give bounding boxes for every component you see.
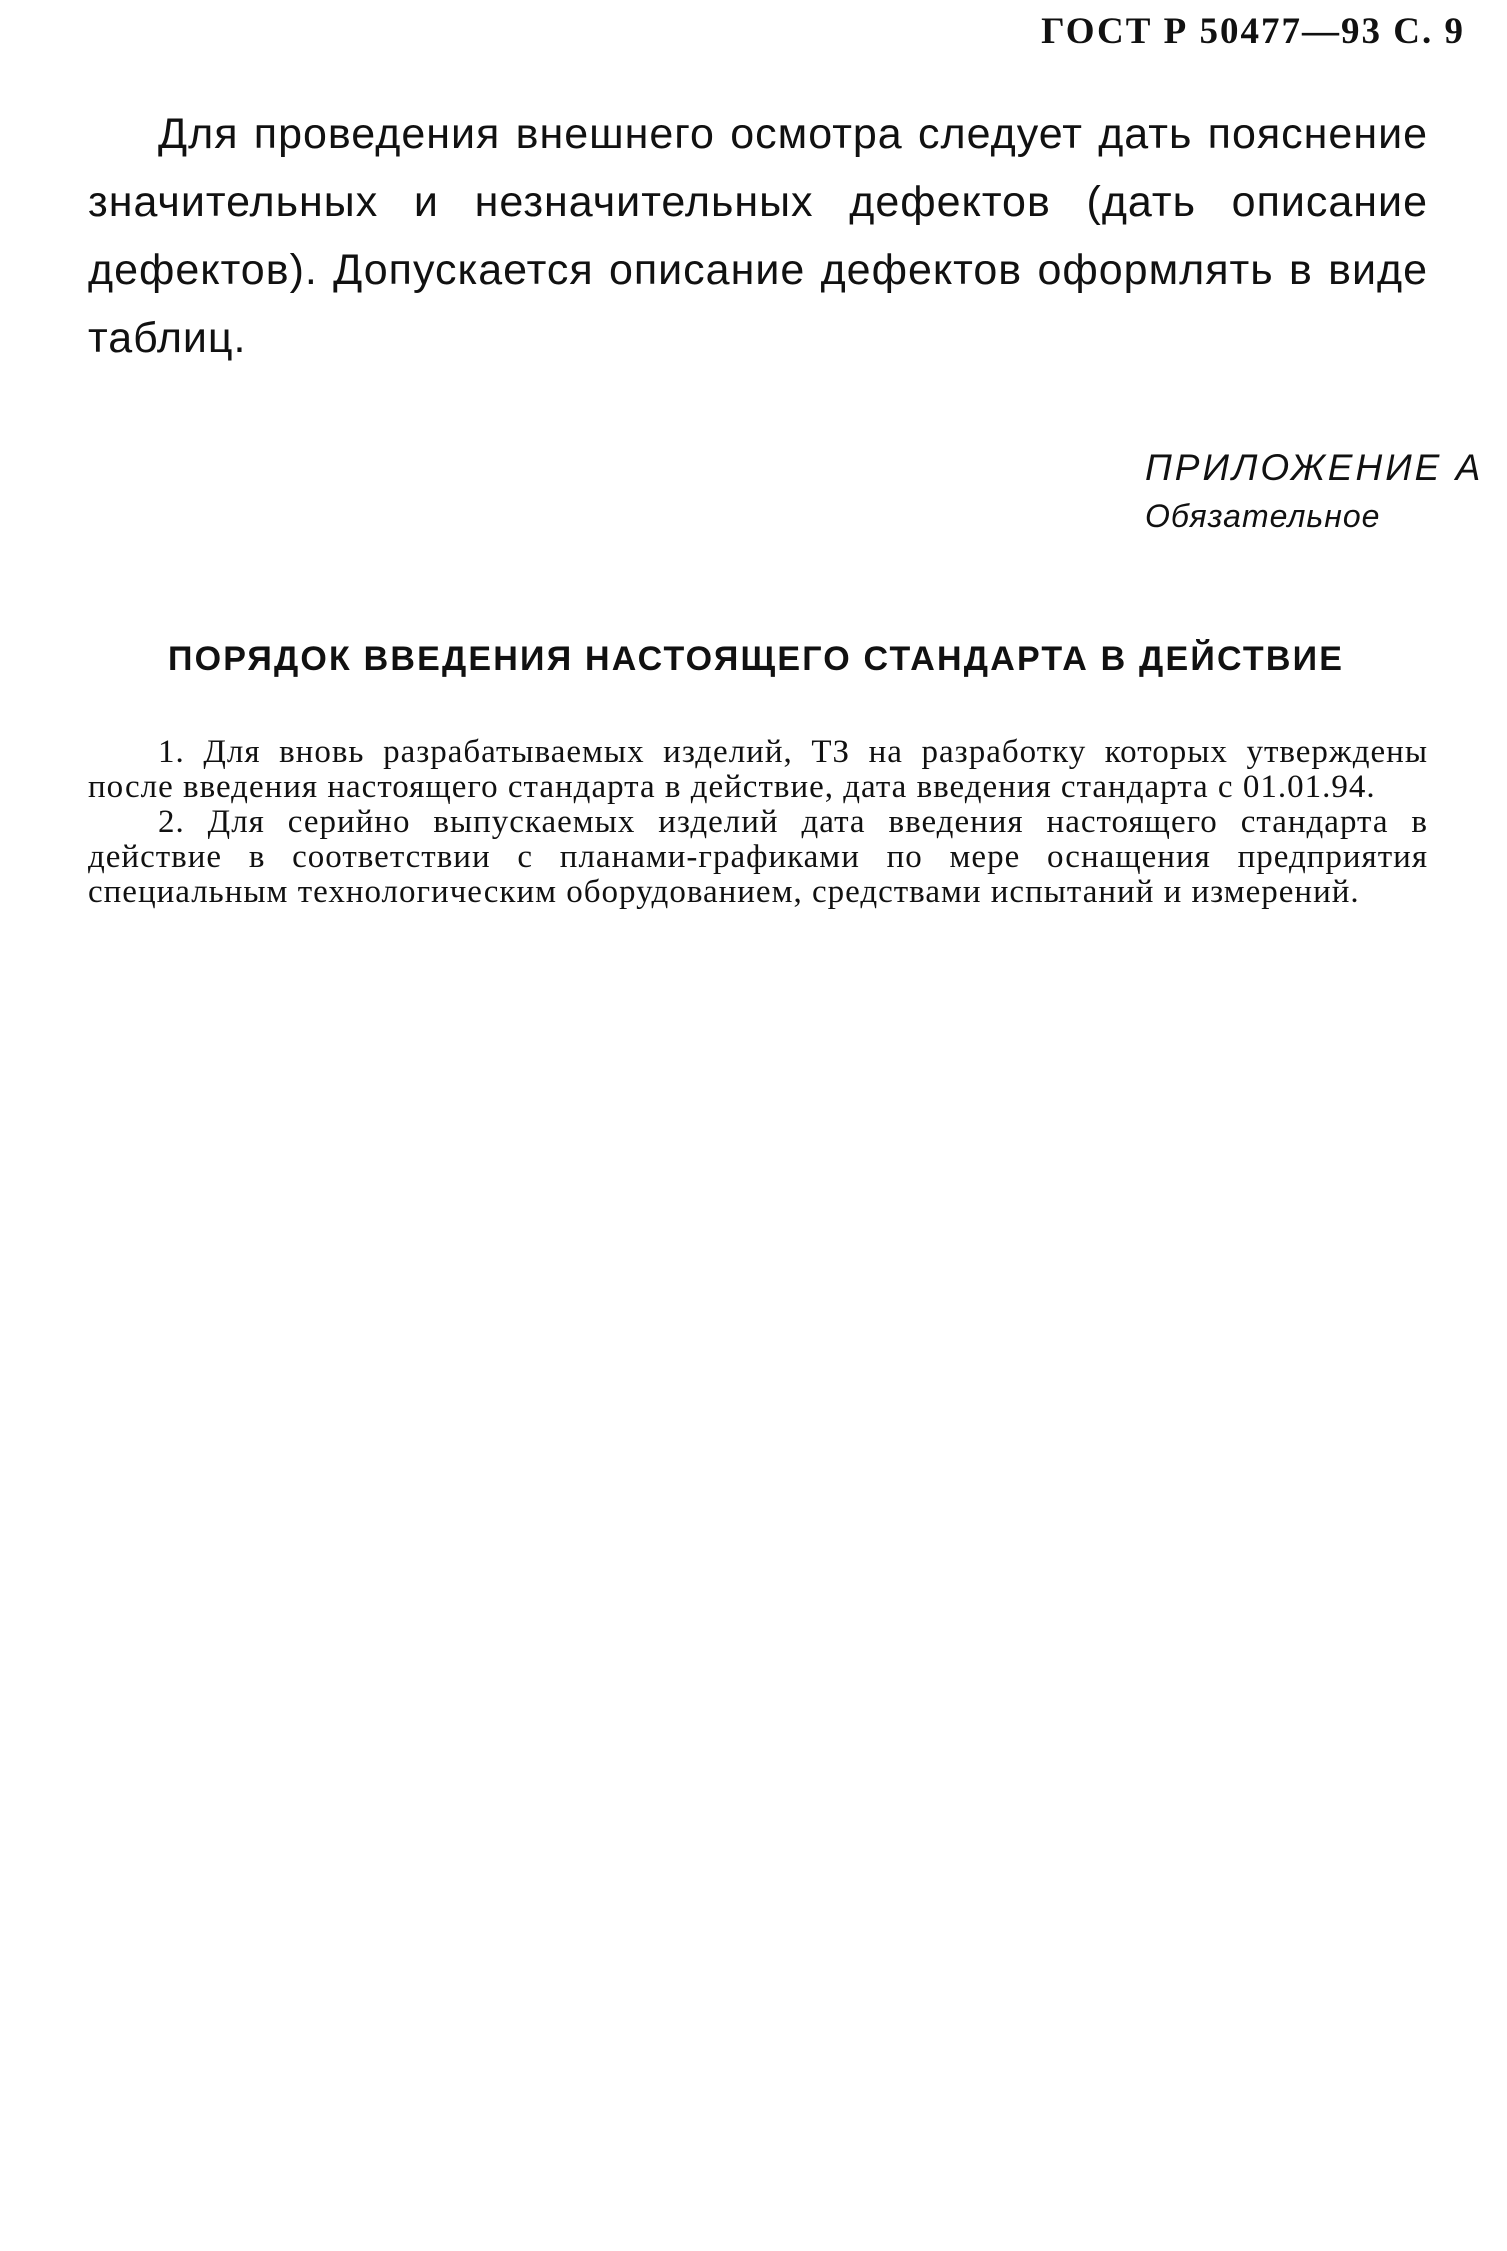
numbered-list (88, 735, 1428, 910)
section-title: ПОРЯДОК ВВЕДЕНИЯ НАСТОЯЩЕГО СТАНДАРТА В ДЕЙСТВИЕ (168, 640, 1345, 678)
list-item: 2. Для серийно выпускаемых изделий дата введения настоящего стандарта в действие в соответствии с планами-графиками по мере оснащения предприятия специальным технологическим оборудованием, средствами испытаний и измерений. (88, 804, 1428, 910)
appendix-title: ПРИЛОЖЕНИЕ А (1145, 447, 1484, 488)
intro-paragraph: Для проведения внешнего осмотра следует дать пояснение значительных и незначительных дефектов (дать описание дефектов). Допускается описание дефектов оформлять в виде таблиц. (88, 110, 1428, 362)
list-item: 1. Для вновь разрабатываемых изделий, ТЗ на разработку которых утверждены после введения настоящего стандарта в действие, дата введения стандарта с 01.01.94. (88, 734, 1428, 805)
appendix-status: Обязательное (1145, 498, 1381, 534)
page-running-head: ГОСТ Р 50477—93 С. 9 (1041, 11, 1465, 52)
appendix-label (1145, 440, 1483, 536)
